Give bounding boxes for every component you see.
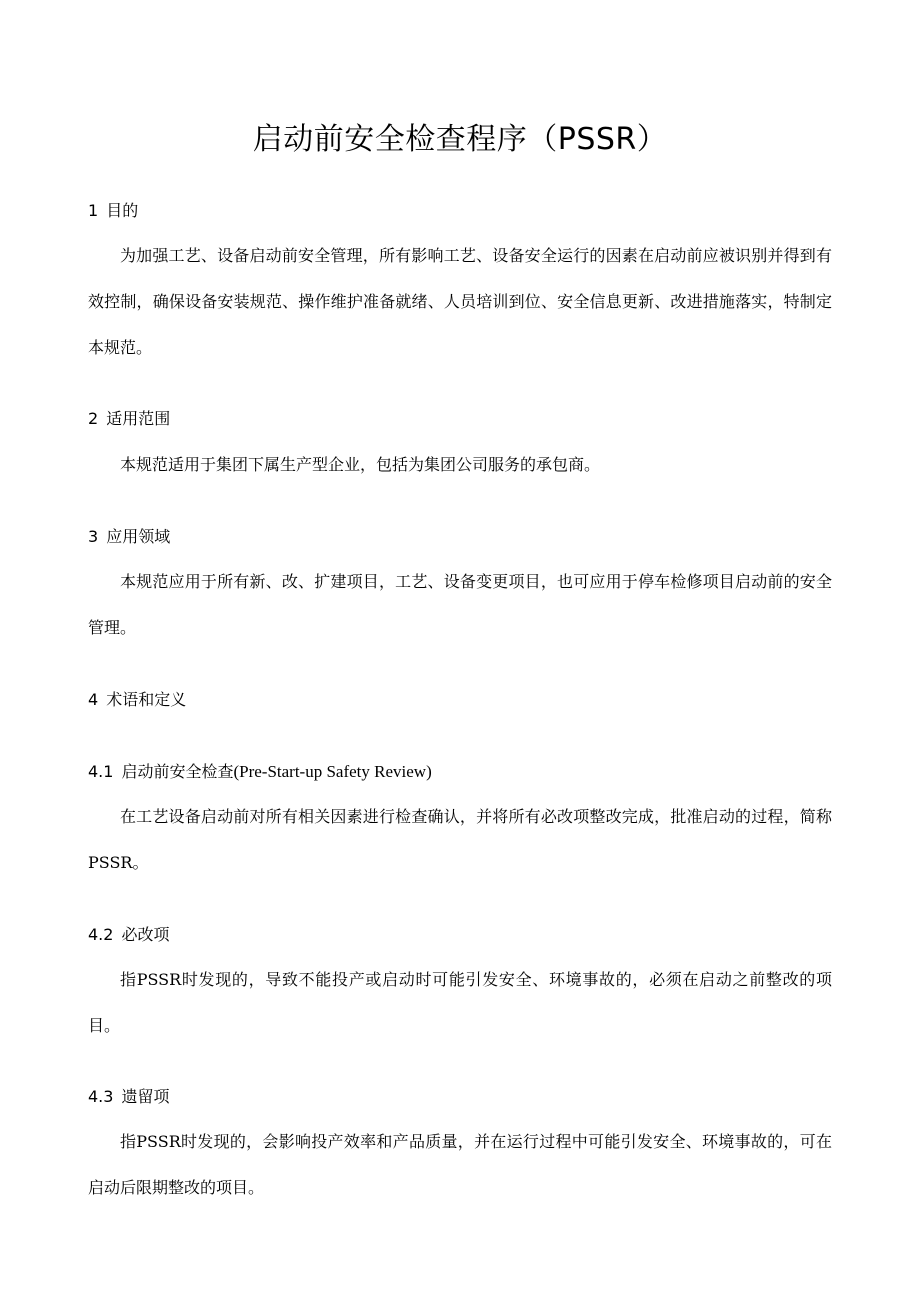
section-number: 4.3: [88, 1087, 114, 1106]
section-heading-text: 术语和定义: [106, 690, 187, 709]
section-heading-text: 目的: [106, 201, 139, 220]
section-heading-4-3: [88, 1085, 169, 1109]
section-number: 4.1: [88, 762, 114, 781]
section-body-4-2: 指PSSR时发现的，导致不能投产或启动时可能引发安全、环境事故的，必须在启动之前整改的项目。: [88, 970, 832, 1035]
section-body-1: 为加强工艺、设备启动前安全管理，所有影响工艺、设备安全运行的因素在启动前应被识别并得到有效控制，确保设备安装规范、操作维护准备就绪、人员培训到位、安全信息更新、改进措施落实，特制定本规范。: [88, 246, 832, 357]
section-number: 1: [88, 201, 99, 220]
section-heading-text: 必改项: [121, 925, 170, 944]
section-heading-text: 遗留项: [121, 1087, 170, 1106]
section-number: 4.2: [88, 925, 114, 944]
section-heading-text: 适用范围: [106, 409, 171, 428]
section-body-2: 本规范适用于集团下属生产型企业，包括为集团公司服务的承包商。: [120, 455, 601, 474]
section-heading-4-1: [88, 760, 432, 784]
section-number: 2: [88, 409, 99, 428]
section-body-4-1: 在工艺设备启动前对所有相关因素进行检查确认，并将所有必改项整改完成，批准启动的过程，简称PSSR。: [88, 807, 832, 872]
section-heading-4: [88, 688, 186, 712]
section-heading-1: [88, 199, 138, 223]
section-heading-2: [88, 407, 170, 431]
section-heading-text: 应用领域: [106, 527, 171, 546]
section-number: 3: [88, 527, 99, 546]
section-number: 4: [88, 690, 99, 709]
section-heading-text: 启动前安全检查: [121, 762, 234, 781]
document-title: 启动前安全检查程序（PSSR）: [252, 122, 668, 157]
section-body-3: 本规范应用于所有新、改、扩建项目，工艺、设备变更项目，也可应用于停车检修项目启动前的安全管理。: [88, 572, 832, 637]
section-heading-4-2: [88, 923, 169, 947]
section-heading-3: [88, 525, 170, 549]
section-heading-english: (Pre-Start-up Safety Review): [233, 762, 432, 781]
section-body-4-3: 指PSSR时发现的，会影响投产效率和产品质量，并在运行过程中可能引发安全、环境事故的，可在启动后限期整改的项目。: [88, 1132, 832, 1197]
